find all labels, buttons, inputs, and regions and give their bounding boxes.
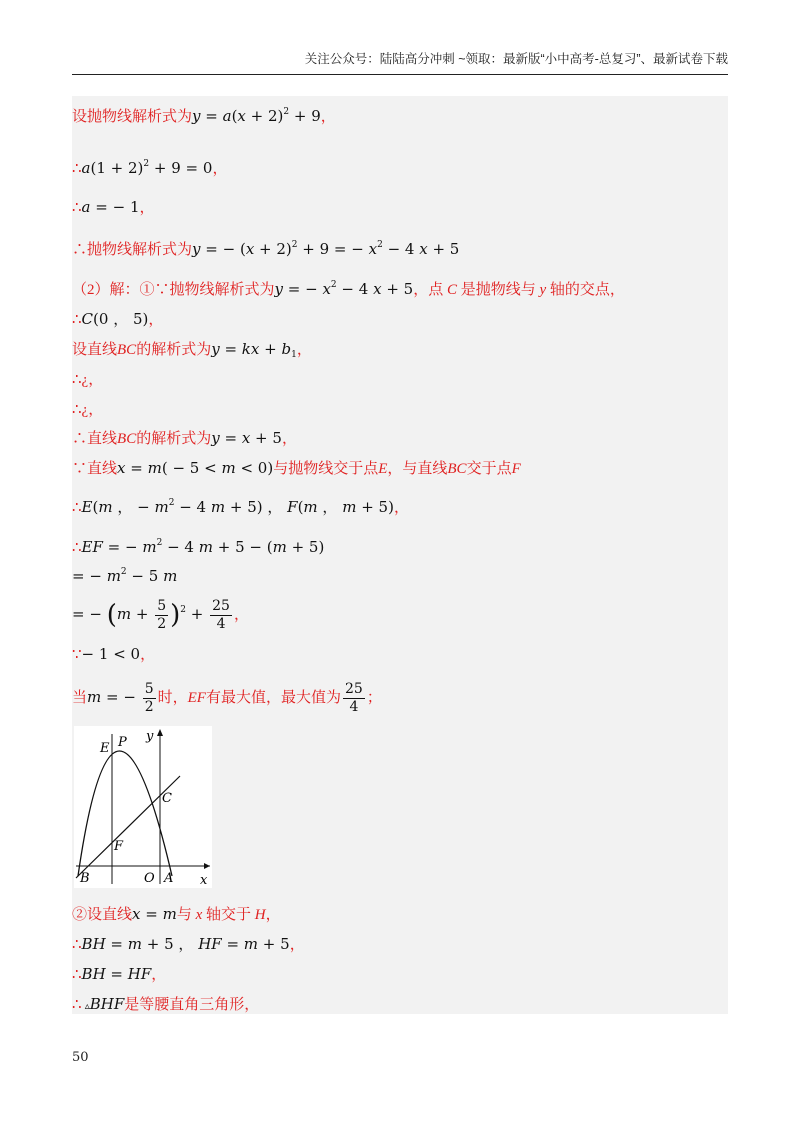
line-4: ∴抛物线解析式为y = − $(x + 2)^2 + 9$ = − $x^2 - 4$ x + 5 xyxy=(72,240,460,258)
line-5: （2）解：①∵抛物线解析式为y = − $x^2 - 4$ x + 5，点 C 是抛物线与 y 轴的交点， xyxy=(72,280,625,298)
line-12: ∴E(m ， − $m^2 - 4$ m + 5) ， F(m ， m + 5)， xyxy=(72,498,409,516)
label-b: B xyxy=(80,871,90,886)
line-2: ∴a(1 + 2)$^2$ + 9 = 0， xyxy=(72,159,228,177)
label-f: F xyxy=(114,839,124,854)
line-3: ∴a = − 1， xyxy=(72,198,155,216)
page-header: 关注公众号：陆陆高分冲刺 ~领取：最新版“小中高考-总复习”、最新试卷下载 xyxy=(72,48,728,75)
x-axis-arrow xyxy=(204,863,210,869)
line-13: ∴EF = − $m^2 - 4$ m + 5 − (m + 5) xyxy=(72,538,325,556)
line-8: ∴¿， xyxy=(72,372,104,388)
line-9: ∴¿， xyxy=(72,402,104,418)
line-20: ∴BH = HF， xyxy=(72,965,167,983)
line-10: ∴直线BC的解析式为y = x + 5， xyxy=(72,429,297,447)
label-o: O xyxy=(144,871,155,886)
line-6: ∴C(0 ， 5)， xyxy=(72,310,164,328)
page-number: 50 xyxy=(72,1050,89,1065)
solution-panel xyxy=(72,96,728,1014)
line-21: ∴ ▵BHF是等腰直角三角形， xyxy=(72,995,260,1013)
y-axis-arrow xyxy=(157,729,163,736)
line-18: ②设直线x = m与 x 轴交于 H， xyxy=(72,905,281,923)
line-11: ∵直线x = m( − 5 < m < 0)与抛物线交于点E，与直线BC交于点F xyxy=(72,459,521,477)
label-e: E xyxy=(100,741,110,756)
line-1: 设抛物线解析式为$y = a(x + 2)^2 + 9$， xyxy=(72,107,336,125)
parabola-curve xyxy=(78,751,172,876)
line-15: = − (m + $\frac{5}{2}$ )$^2$ + $\frac{25}{4}$ ， xyxy=(72,597,249,632)
label-a: A xyxy=(164,871,174,886)
label-c: C xyxy=(162,791,172,806)
label-p: P xyxy=(118,735,127,750)
line-17: 当m = − $\frac{5}{2}$ 时，EF有最大值，最大值为 $\frac{25}{4}$ ； xyxy=(72,680,382,715)
parabola-figure xyxy=(74,726,212,888)
label-y: y xyxy=(146,729,154,744)
line-14: = − $m^2 - 5$ m xyxy=(72,567,178,585)
label-x: x xyxy=(200,873,208,888)
line-7: 设直线BC的解析式为y = kx + $b_1$， xyxy=(72,340,312,360)
line-19: ∴BH = m + 5 ， HF = m + 5， xyxy=(72,935,305,953)
parabola-graph xyxy=(74,726,212,888)
line-16: ∵− 1 < 0， xyxy=(72,645,156,663)
